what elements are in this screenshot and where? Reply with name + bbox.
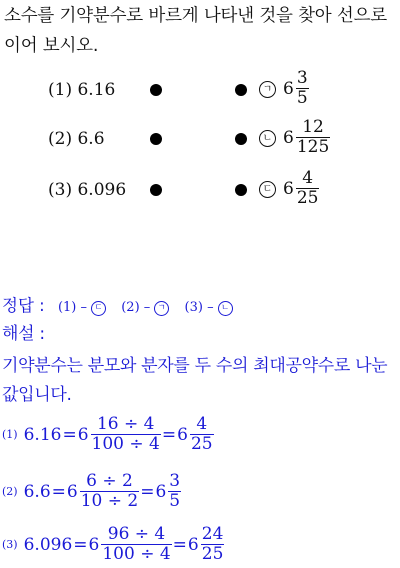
fraction bbox=[201, 525, 225, 564]
right-dot[interactable] bbox=[235, 133, 247, 145]
whole: 6 bbox=[88, 534, 100, 555]
numerator: 4 bbox=[196, 414, 208, 434]
equals-sign: = bbox=[73, 534, 88, 555]
numerator: 3 bbox=[169, 471, 181, 491]
answer-pair-2 bbox=[121, 295, 169, 321]
equation-lhs: 6.16 bbox=[23, 424, 62, 445]
denominator: 25 bbox=[296, 188, 319, 208]
fraction bbox=[296, 118, 330, 157]
mixed-fraction bbox=[283, 69, 309, 108]
circle-label: ㄴ bbox=[259, 130, 276, 147]
equals-sign: = bbox=[172, 534, 187, 555]
equation-number: (1) bbox=[2, 428, 18, 441]
denominator: 25 bbox=[190, 434, 213, 454]
whole: 6 bbox=[283, 178, 294, 199]
equation-1 bbox=[2, 415, 214, 454]
whole: 6 bbox=[77, 424, 89, 445]
answer-circle: ㄷ bbox=[91, 301, 106, 316]
item-label: (2) 6.6 bbox=[48, 129, 105, 149]
numerator: 12 bbox=[302, 117, 324, 137]
numerator: 3 bbox=[296, 68, 308, 88]
equals-sign: = bbox=[51, 481, 66, 502]
whole: 6 bbox=[155, 481, 167, 502]
numerator: 96 ÷ 4 bbox=[107, 524, 166, 544]
left-dot[interactable] bbox=[150, 133, 162, 145]
answer-pair-label: (2) – bbox=[121, 300, 151, 315]
question-line-2: 이어 보시오. bbox=[4, 36, 99, 56]
equals-sign: = bbox=[140, 481, 155, 502]
numerator: 4 bbox=[302, 168, 314, 188]
equation-number: (2) bbox=[2, 485, 18, 498]
denominator: 5 bbox=[169, 491, 181, 511]
fraction bbox=[296, 69, 309, 108]
whole: 6 bbox=[66, 481, 78, 502]
question-line-1: 소수를 기약분수로 바르게 나타낸 것을 찾아 선으로 bbox=[4, 6, 387, 26]
whole: 6 bbox=[187, 534, 199, 555]
equation-2 bbox=[2, 472, 181, 511]
equals-sign: = bbox=[62, 424, 77, 445]
equation-lhs: 6.6 bbox=[23, 481, 51, 502]
left-dot[interactable] bbox=[150, 184, 162, 196]
denominator: 10 ÷ 2 bbox=[80, 491, 139, 511]
whole: 6 bbox=[283, 127, 294, 148]
equation-lhs: 6.096 bbox=[23, 534, 73, 555]
answer-title: 정답 : bbox=[2, 296, 45, 315]
answer-line bbox=[2, 293, 243, 321]
fraction bbox=[91, 415, 161, 454]
fraction bbox=[168, 472, 181, 511]
fraction bbox=[296, 169, 320, 208]
mixed-fraction bbox=[283, 169, 319, 208]
explanation-title: 해설 : bbox=[2, 324, 45, 344]
answer-pair-label: (1) – bbox=[57, 300, 87, 315]
equals-sign: = bbox=[161, 424, 177, 445]
item-label: (3) 6.096 bbox=[48, 180, 127, 200]
circle-label: ㄷ bbox=[259, 181, 276, 198]
equation-number: (3) bbox=[2, 538, 18, 551]
match-row-3 bbox=[0, 168, 400, 218]
answer-circle: ㄱ bbox=[154, 301, 169, 316]
denominator: 100 ÷ 4 bbox=[102, 544, 171, 564]
denominator: 100 ÷ 4 bbox=[91, 434, 160, 454]
right-dot[interactable] bbox=[235, 84, 247, 96]
numerator: 24 bbox=[201, 524, 224, 544]
fraction bbox=[101, 525, 171, 564]
denominator: 5 bbox=[296, 88, 308, 108]
denominator: 25 bbox=[201, 544, 224, 564]
explanation-text-1: 기약분수는 분모와 분자를 두 수의 최대공약수로 나눈 bbox=[2, 356, 388, 376]
whole: 6 bbox=[283, 78, 294, 99]
numerator: 16 ÷ 4 bbox=[96, 414, 155, 434]
circle-label: ㄱ bbox=[259, 81, 276, 98]
answer-pair-1 bbox=[58, 295, 106, 321]
left-dot[interactable] bbox=[150, 84, 162, 96]
numerator: 6 ÷ 2 bbox=[86, 471, 133, 491]
answer-pair-label: (3) – bbox=[184, 300, 214, 315]
answer-pair-3 bbox=[185, 295, 233, 321]
fraction bbox=[80, 472, 140, 511]
fraction bbox=[190, 415, 214, 454]
item-label: (1) 6.16 bbox=[48, 80, 116, 100]
whole: 6 bbox=[177, 424, 188, 445]
explanation-text-2: 값입니다. bbox=[2, 385, 72, 405]
match-row-2 bbox=[0, 117, 400, 170]
denominator: 125 bbox=[296, 137, 330, 157]
answer-circle: ㄴ bbox=[218, 301, 233, 316]
equation-3 bbox=[2, 525, 224, 564]
mixed-fraction bbox=[283, 118, 330, 157]
match-row-1 bbox=[0, 68, 400, 123]
right-dot[interactable] bbox=[235, 184, 247, 196]
